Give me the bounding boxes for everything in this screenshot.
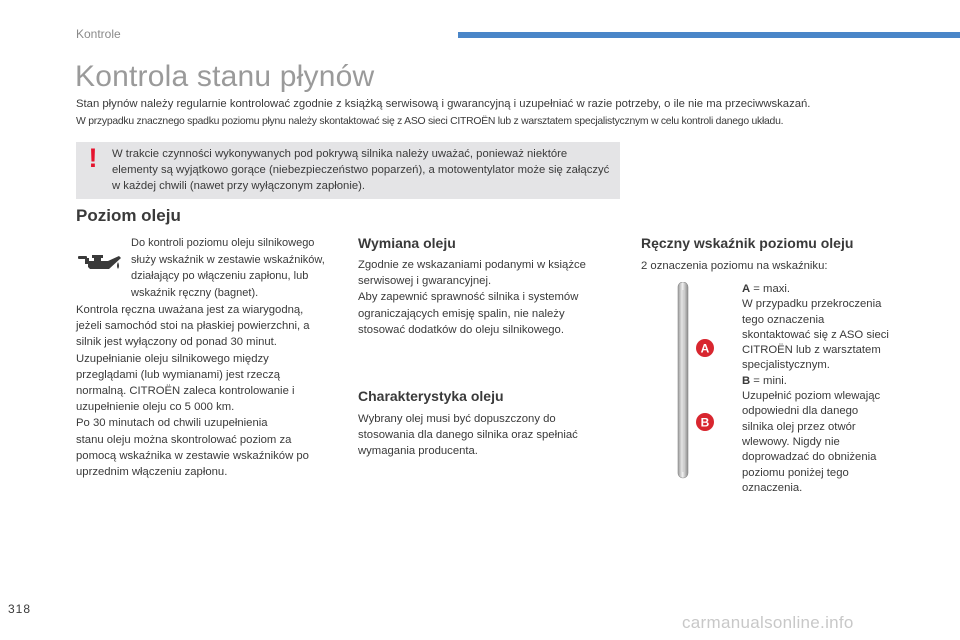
- oil-change-heading: Wymiana oleju: [358, 235, 456, 251]
- body-line: doprowadzać do obniżenia: [742, 451, 877, 464]
- oil-level-intro: Do kontroli poziomu oleju silnikowego służy wskaźnik w zestawie wskaźników, działający po włączeniu zapłonu, lub wskaźnik ręczny (bagnet).: [131, 237, 325, 299]
- oil-can-icon: [78, 252, 122, 274]
- body-line: poziomu poniżej tego: [742, 466, 849, 479]
- body-line: Uzupełnianie oleju silnikowego między: [76, 352, 269, 365]
- warning-text: W trakcie czynności wykonywanych pod pokrywą silnika należy uważać, ponieważ niektóre elementy są wyjątkowo gorące (niebezpieczeństwo poparzeń), a motowentylator może się załączyć w każdej chwili (nawet przy wyłączonym zapłonie).: [112, 148, 610, 192]
- body-line: W przypadku przekroczenia: [742, 298, 882, 311]
- dipstick-intro: 2 oznaczenia poziomu na wskaźniku:: [641, 260, 828, 272]
- body-line: oznaczenia.: [742, 481, 803, 494]
- body-line: serwisowej i gwarancyjnej.: [358, 275, 492, 288]
- marker-a-key: A: [742, 283, 751, 295]
- header-accent-bar: [458, 32, 960, 38]
- body-line: Wybrany olej musi być dopuszczony do: [358, 413, 556, 425]
- dipstick-description: [742, 282, 912, 496]
- body-line: stosować dodatków do oleju silnikowego.: [358, 323, 564, 336]
- body-line: wymagania producenta.: [358, 445, 478, 458]
- dipstick-mark-b: [696, 413, 714, 431]
- marker-a-line: [742, 282, 912, 297]
- body-line: silnik jest wyłączony od ponad 30 minut.: [76, 336, 277, 349]
- dipstick-heading: Ręczny wskaźnik poziomu oleju: [641, 235, 854, 251]
- body-line: przeglądami (lub wymianami) jest rzeczą: [76, 368, 281, 381]
- page-title: Kontrola stanu płynów: [75, 60, 375, 93]
- body-line: tego oznaczenia: [742, 313, 825, 326]
- section-label: Kontrole: [76, 27, 121, 41]
- marker-b-line: [742, 374, 912, 389]
- body-line: stanu oleju można skontrolować poziom za: [76, 433, 292, 446]
- page-number: 318: [8, 602, 32, 616]
- marker-a-label: A: [700, 341, 710, 356]
- body-line: CITROËN lub z warsztatem: [742, 344, 881, 357]
- oil-spec-body: [358, 411, 628, 460]
- body-line: jeżeli samochód stoi na płaskiej powierzchni, a: [76, 320, 310, 333]
- body-line: uzupełnienie oleju co 5 000 km.: [76, 401, 235, 414]
- body-line: Zgodnie ze wskazaniami podanymi w książce: [358, 259, 586, 271]
- oil-change-body: [358, 257, 628, 338]
- intro-text-1: Stan płynów należy regularnie kontrolować zgodnie z książką serwisową i gwarancyjną i uzupełniać w razie potrzeby, o ile nie ma przeciwwskazań.: [76, 98, 811, 110]
- body-line: Kontrola ręczna uważana jest za wiarygodną,: [76, 304, 304, 316]
- oil-spec-heading: Charakterystyka oleju: [358, 388, 504, 404]
- body-line: wlewowy. Nigdy nie: [742, 435, 840, 448]
- exclamation-icon: !: [88, 143, 98, 173]
- body-line: skontaktować się z ASO sieci: [742, 328, 889, 341]
- marker-b-text: = mini.: [750, 374, 787, 387]
- marker-b-label: B: [700, 415, 710, 430]
- body-line: Aby zapewnić sprawność silnika i systemów: [358, 291, 579, 304]
- body-line: Uzupełnić poziom wlewając: [742, 390, 881, 403]
- intro-text-2: W przypadku znacznego spadku poziomu płynu należy skontaktować się z ASO sieci CITROËN lub z warsztatem specjalistycznym w celu kontroli danego układu.: [76, 116, 784, 127]
- body-line: odpowiedni dla danego: [742, 405, 859, 418]
- body-line: uprzednim włączeniu zapłonu.: [76, 466, 228, 479]
- body-line: stosowania dla danego silnika oraz spełniać: [358, 429, 578, 442]
- body-line: specjalistycznym.: [742, 359, 830, 372]
- dipstick-mark-a: [696, 339, 714, 357]
- body-line: pomocą wskaźnika w zestawie wskaźników po: [76, 449, 309, 462]
- watermark: carmanualsonline.info: [682, 613, 854, 632]
- body-line: Po 30 minutach od chwili uzupełnienia: [76, 417, 268, 430]
- dipstick-illustration: [672, 282, 722, 482]
- oil-level-body: [76, 302, 346, 480]
- body-line: ograniczających emisję spalin, nie należy: [358, 307, 565, 320]
- oil-level-heading: Poziom oleju: [76, 206, 181, 225]
- body-line: normalną. CITROËN zaleca kontrolowanie i: [76, 385, 295, 398]
- marker-a-text: = maxi.: [750, 283, 791, 295]
- marker-b-key: B: [742, 374, 751, 387]
- body-line: silnika olej przez otwór: [742, 420, 856, 433]
